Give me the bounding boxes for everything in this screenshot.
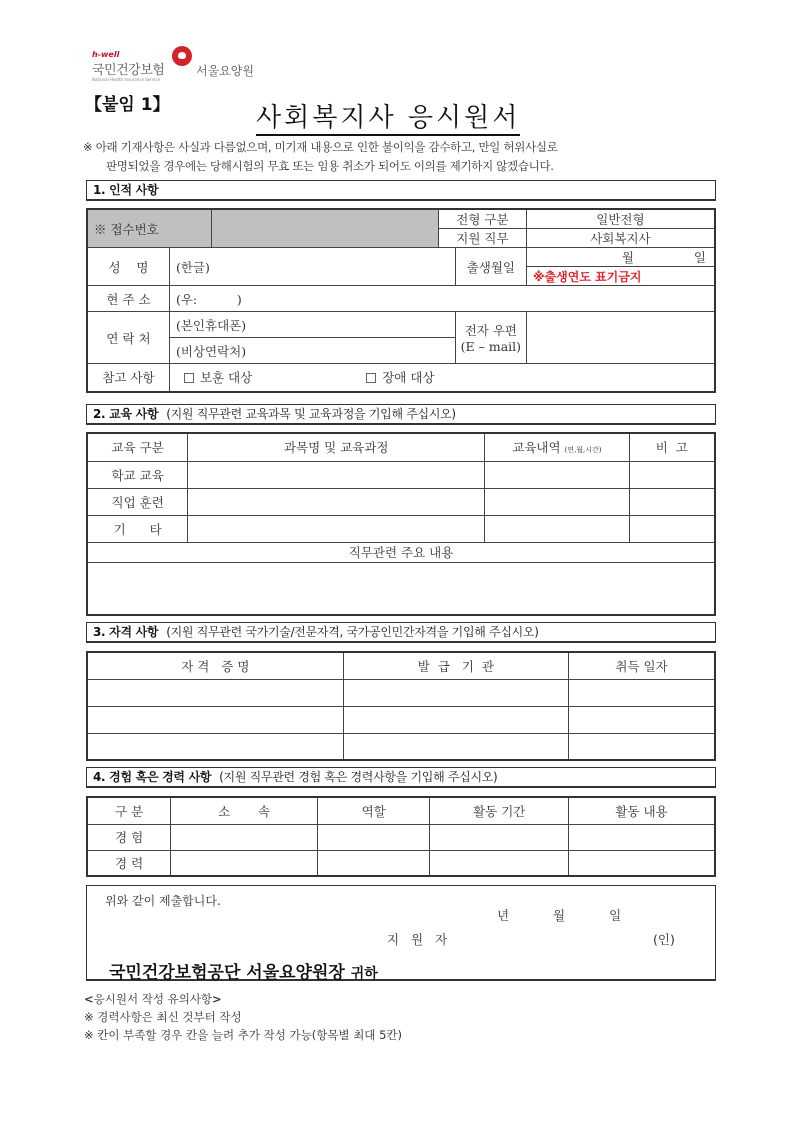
birth-month-label: 월 xyxy=(621,250,634,265)
col-course-name: 과목명 및 교육과정 xyxy=(188,433,485,461)
career-period-field[interactable] xyxy=(430,850,569,876)
issuing-authority-field[interactable] xyxy=(343,679,568,706)
screening-type-value[interactable]: 일반전형 xyxy=(526,209,715,229)
veteran-checkbox[interactable] xyxy=(184,373,194,383)
note-item: ※ 경력사항은 최신 것부터 작성 xyxy=(84,1010,242,1024)
contact-label: 연 락 처 xyxy=(87,312,169,364)
birth-date-label: 출생월일 xyxy=(455,248,526,286)
main-content-label: 직무관련 주요 내용 xyxy=(87,542,715,562)
seal-field[interactable]: (인) xyxy=(653,932,675,947)
education-table xyxy=(86,432,716,616)
note-item: ※ 칸이 부족할 경우 칸을 늘려 추가 작성 가능(항목별 최대 5칸) xyxy=(84,1028,402,1042)
section-4-instruction: (지원 직무관련 경험 혹은 경력사항을 기입해 주십시오) xyxy=(219,770,498,784)
col-remarks: 비 고 xyxy=(629,433,715,461)
org-name: 국민건강보험 xyxy=(92,63,165,78)
experience-affiliation-field[interactable] xyxy=(171,824,318,850)
career-role-field[interactable] xyxy=(317,850,430,876)
issuing-authority-field[interactable] xyxy=(343,706,568,733)
section-3-instruction: (지원 직무관련 국가기술/전문자격, 국가공인민간자격을 기입해 주십시오) xyxy=(166,625,539,639)
mobile-phone-field[interactable]: (본인휴대폰) xyxy=(169,312,455,338)
page-title: 사회복지사 응시원서 xyxy=(256,102,520,136)
notes-title: <응시원서 작성 유의사항> xyxy=(84,992,222,1006)
other-remarks-field[interactable] xyxy=(629,515,715,542)
section-4-title: 4. 경험 혹은 경력 사항 xyxy=(93,770,212,784)
certification-table xyxy=(86,651,716,761)
submission-date-field[interactable]: 년 월 일 xyxy=(497,908,622,923)
col-activity-content: 활동 내용 xyxy=(568,797,715,824)
acquisition-date-field[interactable] xyxy=(569,679,715,706)
experience-period-field[interactable] xyxy=(430,824,569,850)
col-affiliation: 소 속 xyxy=(171,797,318,824)
attachment-label: 【붙임 1】 xyxy=(85,95,170,115)
row-label-other: 기 타 xyxy=(87,515,188,542)
name-field[interactable]: (한글) xyxy=(169,248,455,286)
col-education-type: 교육 구분 xyxy=(87,433,188,461)
experience-content-field[interactable] xyxy=(568,824,715,850)
row-label-school: 학교 교육 xyxy=(87,461,188,488)
submission-statement: 위와 같이 제출합니다. xyxy=(105,894,221,908)
birth-day-label: 일 xyxy=(693,250,706,265)
main-content-field[interactable] xyxy=(87,562,715,615)
heart-logo-icon xyxy=(172,46,192,66)
birth-date-field[interactable] xyxy=(526,248,715,267)
remarks-label: 참고 사항 xyxy=(87,364,169,392)
address-field[interactable]: (우: ) xyxy=(169,286,715,312)
vocational-remarks-field[interactable] xyxy=(629,488,715,515)
email-field[interactable] xyxy=(526,312,715,364)
row-label-experience: 경 험 xyxy=(87,824,171,850)
col-acquisition-date: 취득 일자 xyxy=(569,652,715,679)
veteran-option[interactable]: 보훈 대상 xyxy=(184,370,252,385)
brand-tag: h-well xyxy=(92,50,120,59)
section-4-heading xyxy=(86,767,716,788)
certificate-name-field[interactable] xyxy=(87,706,343,733)
birth-year-warning: ※출생연도 표기금지 xyxy=(526,267,715,286)
disability-checkbox[interactable] xyxy=(366,373,376,383)
notice-line-2: 판명되었을 경우에는 당해시험의 무효 또는 임용 취소가 되어도 이의를 제기하지 않겠습니다. xyxy=(106,159,554,173)
address-label: 현 주 소 xyxy=(87,286,169,312)
section-2-instruction: (지원 직무관련 교육과목 및 교육과정을 기입해 주십시오) xyxy=(166,407,456,421)
addressee: 국민건강보험공단 서울요양원장 귀하 xyxy=(109,963,378,983)
personal-info-table xyxy=(86,208,716,393)
position-label: 지원 직무 xyxy=(438,229,526,248)
receipt-number-field xyxy=(212,209,439,248)
col-certificate-name: 자 격 증 명 xyxy=(87,652,343,679)
col-activity-period: 활동 기간 xyxy=(430,797,569,824)
branch-name: 서울요양원 xyxy=(196,64,254,78)
experience-table xyxy=(86,796,716,877)
school-remarks-field[interactable] xyxy=(629,461,715,488)
position-value[interactable]: 사회복지사 xyxy=(526,229,715,248)
org-name-en: National Health Insurance Service xyxy=(92,77,161,82)
section-3-title: 3. 자격 사항 xyxy=(93,625,159,639)
name-label: 성 명 xyxy=(87,248,169,286)
vocational-details-field[interactable] xyxy=(485,488,629,515)
emergency-contact-field[interactable]: (비상연락처) xyxy=(169,338,455,364)
email-label: 전자 우편 (E – mail) xyxy=(455,312,526,364)
career-content-field[interactable] xyxy=(568,850,715,876)
screening-type-label: 전형 구분 xyxy=(438,209,526,229)
disclaimer-notice xyxy=(83,138,723,176)
writing-notes xyxy=(84,990,402,1044)
certificate-name-field[interactable] xyxy=(87,733,343,760)
row-label-vocational: 직업 훈련 xyxy=(87,488,188,515)
col-education-details: 교육내역 (연,월,시간) xyxy=(485,433,629,461)
certificate-name-field[interactable] xyxy=(87,679,343,706)
issuing-authority-field[interactable] xyxy=(343,733,568,760)
school-course-field[interactable] xyxy=(188,461,485,488)
section-1-heading xyxy=(86,180,716,201)
section-1-title: 1. 인적 사항 xyxy=(93,183,159,197)
notice-line-1: ※ 아래 기재사항은 사실과 다름없으며, 미기재 내용으로 인한 불이익을 감수하고, 만일 허위사실로 xyxy=(83,140,558,154)
receipt-number-label: ※ 접수번호 xyxy=(87,209,212,248)
career-affiliation-field[interactable] xyxy=(171,850,318,876)
section-3-heading xyxy=(86,622,716,643)
other-course-field[interactable] xyxy=(188,515,485,542)
other-details-field[interactable] xyxy=(485,515,629,542)
applicant-label: 지 원 자 xyxy=(387,932,452,947)
col-role: 역할 xyxy=(317,797,430,824)
experience-role-field[interactable] xyxy=(317,824,430,850)
section-2-title: 2. 교육 사항 xyxy=(93,407,159,421)
col-category: 구 분 xyxy=(87,797,171,824)
row-label-career: 경 력 xyxy=(87,850,171,876)
disability-option[interactable]: 장애 대상 xyxy=(366,370,434,385)
col-issuing-authority: 발 급 기 관 xyxy=(343,652,568,679)
section-2-heading xyxy=(86,404,716,425)
acquisition-date-field[interactable] xyxy=(569,706,715,733)
school-details-field[interactable] xyxy=(485,461,629,488)
vocational-course-field[interactable] xyxy=(188,488,485,515)
signature-block xyxy=(86,885,716,981)
remarks-options xyxy=(169,364,715,392)
acquisition-date-field[interactable] xyxy=(569,733,715,760)
organization-logo xyxy=(92,50,272,84)
